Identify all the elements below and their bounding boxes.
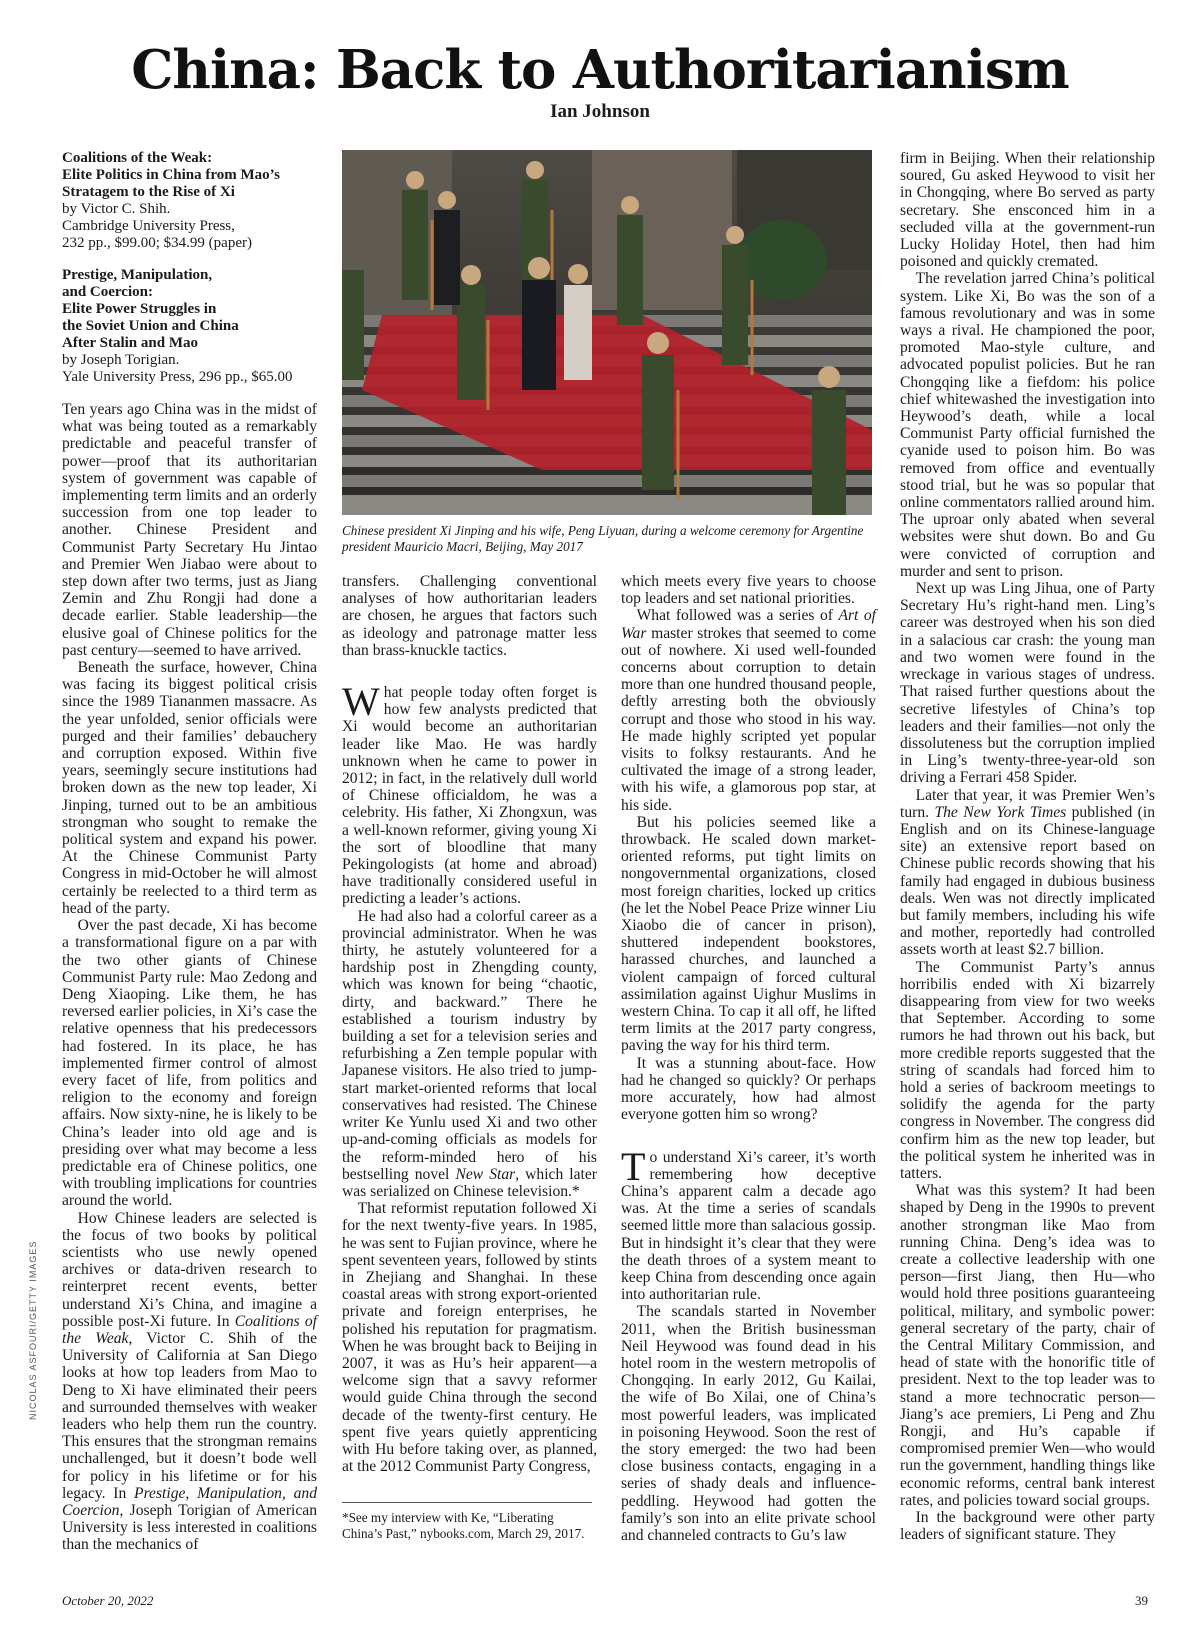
book-title-line: Elite Power Struggles in: [62, 301, 217, 317]
book-title-line: and Coercion:: [62, 284, 153, 300]
book-info-2: [62, 267, 317, 386]
text-run: , Victor C. Shih of the University of California at San Diego looks at how top leaders from Mao to Deng to Xi have eliminated their peers and surrounded themselves with weaker leaders who help them run the country. This ensures that the strongman remains unchallenged, but it doesn’t bode well for policy in his lifetime or for his legacy. In: [62, 1329, 317, 1502]
body-paragraph: What was this system? It had been shaped by Deng in the 1990s to prevent another strongman like Mao from running China. Deng’s idea was to create a collective leadership with one person—first Jiang, then Hu—who would hold three positions guaranteeing political, military, and symbolic power: general secretary of the party, chair of the Central Military Commission, and head of state with the honorific title of president. Next to the top leader was to stand a more technocratic person—Jiang’s ace premiers, Li Peng and Zhu Rongji, and Hu’s capable if compromised premier Wen—who would run the government, handling things like economic reforms, central bank interest rates, and policies toward social groups.: [900, 1182, 1155, 1509]
article-photo: [342, 150, 872, 515]
footnote: *See my interview with Ke, “Liberating China’s Past,” nybooks.com, March 29, 2017.: [342, 1510, 585, 1541]
book-title-italic: Coalitions of the Weak: [62, 1312, 317, 1347]
book-detail: by Victor C. Shih.: [62, 201, 171, 217]
book-detail: 232 pp., $99.00; $34.99 (paper): [62, 235, 252, 251]
text-run: o understand Xi’s career, it’s worth remembering how deceptive China’s apparent calm a decade ago was. At the time a series of scandals seemed little more than salacious gossip. But in hindsight it’s clear that they were the death throes of a system meant to keep China from descending once again into authoritarian rule.: [621, 1148, 876, 1304]
column-pillar: [592, 150, 732, 310]
text-run: hat people today often forget is how few analysts predicted that Xi would become an authoritarian leader like Mao. He was hardly unknown when he came to power in 2012; in fact, in the relatively dull world of Chinese officialdom, he was a celebrity. His father, Xi Zhongxun, was a well-known reformer, giving young Xi the sort of bloodline that many Pekingologists (at home and abroad) have traditionally considered useful in predicting a leader’s actions.: [342, 684, 597, 908]
body-paragraph: [342, 908, 597, 1200]
column-4: [900, 150, 1155, 1543]
body-paragraph: The scandals started in November 2011, when the British businessman Neil Heywood was found dead in his hotel room in the western metropolis of Chongqing. In early 2012, Gu Kailai, the wife of Bo Xilai, one of China’s most powerful leaders, was implicated in poisoning Heywood. Soon the rest of the story emerged: the two had been close business contacts, engaging in a series of shady deals and influence-peddling. Heywood had gotten the family’s son into an elite private school and channeled contracts to Gu’s law: [621, 1303, 876, 1544]
author-byline: Ian Johnson: [550, 101, 650, 122]
text-run: , Joseph Torigian of American University is less interested in coalitions than the mechanics of: [62, 1502, 317, 1554]
photo-credit: NICOLAS ASFOURI/GETTY IMAGES: [28, 1240, 38, 1420]
book-title-line: After Stalin and Mao: [62, 335, 198, 351]
issue-date: October 20, 2022: [62, 1593, 154, 1608]
text-run: , which later was serialized on Chinese television.*: [342, 1165, 597, 1200]
page-number: 39: [1135, 1593, 1148, 1608]
book-detail: Yale University Press, 296 pp., $65.00: [62, 369, 293, 385]
text-run: published (in English and on its Chinese-language site) an extensive report based on Chinese public records showing that his family had engaged in dubious business deals. Wen was not directly implicated but family members, including his wife and mother, reportedly had controlled assets worth at least $2.7 billion.: [900, 803, 1156, 959]
body-paragraph: [62, 1210, 317, 1554]
body-paragraph: firm in Beijing. When their relationship soured, Gu asked Heywood to visit her in Chongqing, where Bo served as party secretary. She ensconced him in a secluded villa at the government-run Lucky Holiday Hotel, then had him poisoned and quickly cremated.: [900, 150, 1155, 271]
body-paragraph: In the background were other party leaders of significant stature. They: [900, 1509, 1155, 1544]
footnote-divider: [342, 1502, 592, 1503]
book-title-line: Stratagem to the Rise of Xi: [62, 184, 235, 200]
official-figure: [434, 210, 460, 305]
book-title-italic: New Star: [455, 1165, 516, 1183]
book-title-line: the Soviet Union and China: [62, 318, 239, 334]
book-detail: Cambridge University Press,: [62, 218, 235, 234]
column-1: [62, 150, 317, 1554]
body-paragraph: Ten years ago China was in the midst of what was being touted as a remarkably predictable and peaceful transfer of power—proof that its authoritarian system of government was capable of implementing term limits and an orderly succession from one top leader to another. Chinese President and Communist Party Secretary Hu Jintao and Premier Wen Jiabao were about to step down after two terms, just as Jiang Zemin and Zhu Rongji had done a decade earlier. Stable leadership—the elusive goal of Chinese politics for the past century—seemed to have arrived.: [62, 401, 317, 659]
body-paragraph: But his policies seemed like a throwback. He scaled down market-oriented reforms, put tight limits on nongovernmental organizations, closed most foreign charities, locked up critics (he let the Nobel Peace Prize winner Liu Xiaobo die of cancer in prison), shuttered independent bookstores, harassed churches, and launched a violent campaign of forced cultural assimilation against Uighur Muslims in western China. To cap it all off, he lifted term limits at the 2017 party congress, paving the way for his third term.: [621, 813, 876, 1055]
body-paragraph: Next up was Ling Jihua, one of Party Secretary Hu’s right-hand men. Ling’s career was destroyed when his son died in a salacious car crash: the young man and two women were found in the wreckage in various stages of undress. That raised further questions about the secretive lifestyles of China’s top leaders and their families—not only the dissoluteness but the corruption implied in Ling’s twenty-three-year-old son driving a Ferrari 458 Spider.: [900, 580, 1155, 787]
publication-italic: The New York Times: [934, 803, 1067, 821]
body-paragraph: That reformist reputation followed Xi for the next twenty-five years. In 1985, he was sent to Fujian province, where he spent seventeen years, followed by stints in Zhejiang and Shanghai. In these coastal areas with strong export-oriented private and foreign enterprises, he polished his reputation for pragmatism. When he was brought back to Beijing in 2007, it was as Hu’s heir apparent—a welcome sign that a savvy reformer would guide China through the second decade of the twenty-first century. He spent five years quietly apprenticing with Hu before taking over, as planned, at the 2012 Communist Party Congress,: [342, 1200, 597, 1476]
body-paragraph: which meets every five years to choose top leaders and set national priorities.: [621, 573, 876, 608]
text-run: How Chinese leaders are selected is the focus of two books by political scientists who use newly opened archives or data-driven research to reinterpret recent events, better understand Xi’s China, and imagine a possible post-Xi future. In: [62, 1209, 317, 1330]
book-title-line: Coalitions of the Weak:: [62, 150, 213, 166]
drop-cap: T: [621, 1143, 646, 1189]
book-title-line: Elite Politics in China from Mao’s: [62, 167, 280, 183]
body-paragraph: [621, 1143, 876, 1304]
text-run: What followed was a series of: [636, 607, 839, 625]
book-title-line: Prestige, Manipulation,: [62, 267, 213, 283]
body-paragraph: [621, 607, 876, 813]
text-run: Later that year, it was Premier Wen’s turn.: [900, 786, 1155, 821]
book-title-italic: Prestige, Manipulation, and Coercion: [62, 1484, 317, 1519]
book-title-italic: Art of War: [621, 607, 876, 642]
column-3: [621, 573, 876, 1544]
body-paragraph: The revelation jarred China’s political system. Like Xi, Bo was the son of a famous revolutionary and was in some ways a rival. He championed the poor, promoted Mao-style culture, and advocated populist policies. But he ran Chongqing like a fiefdom: his police chief whitewashed the investigation into Heywood’s death, while a local Communist Party official furnished the cyanide used to poison him. Bo was removed from office and eventually stood trial, but he was so popular that online commentators rallied around him. The uproar only abated when several websites were shut down. Bo and Gu were convicted of corruption and murder and sent to prison.: [900, 270, 1155, 580]
text-run: He had also had a colorful career as a provincial administrator. When he was thirty, he astutely volunteered for a hardship post in Zhengding county, which was known for being “chaotic, dirty, and backward.” There he established a tourism industry by building a set for a television series and refurbishing a Zen temple popular with Japanese visitors. He also tried to jump-start market-oriented reforms that local conservatives had resisted. The Chinese writer Ke Yunlu used Xi and two other up-and-coming officials as models for the reform-minded hero of his bestselling novel: [342, 907, 597, 1183]
text-run: master strokes that seemed to come out of nowhere. Xi used well-founded concerns about corruption to detain more than one hundred thousand people, deftly arresting both the obviously corrupt and those who stood in his way. He made highly scripted yet popular visits to folksy restaurants. And he cultivated the image of a strong leader, with his wife, a glamorous pop star, at his side.: [621, 624, 876, 814]
ceremony-photo-illustration: [342, 150, 872, 515]
body-paragraph: Over the past decade, Xi has become a transformational figure on a par with the two other giants of Chinese Communist Party rule: Mao Zedong and Deng Xiaoping. Like them, he has reversed earlier policies, in Xi’s case the relative openness that his predecessors had fostered. In its place, he has implemented firmer control of almost every facet of life, from politics and religion to the economy and foreign affairs. Now sixty-nine, he is likely to be China’s leader into old age and is presiding over what may become a less predictable era of Chinese politics, one with troubling implications for countries around the world.: [62, 917, 317, 1210]
book-detail: by Joseph Torigian.: [62, 352, 180, 368]
column-2: [342, 573, 597, 1475]
book-info-1: [62, 150, 317, 252]
photo-caption: Chinese president Xi Jinping and his wife, Peng Liyuan, during a welcome ceremony for Argentine president Mauricio Macri, Beijing, May 2017: [342, 523, 864, 554]
body-paragraph: [342, 679, 597, 908]
xi-jinping-figure: [522, 280, 556, 390]
peng-liyuan-figure: [564, 285, 592, 380]
body-paragraph: [900, 787, 1155, 959]
drop-cap: W: [342, 679, 380, 725]
body-paragraph: transfers. Challenging conventional analyses of how authoritarian leaders are chosen, he argues that factors such as ideology and patronage matter less than brass-knuckle tactics.: [342, 573, 597, 659]
article-headline: China: Back to Authoritarianism: [131, 39, 1069, 101]
body-paragraph: The Communist Party’s annus horribilis ended with Xi bizarrely disappearing from view for two weeks that September. According to some rumors he had thrown out his back, but more credible reports suggested that the string of scandals had forced him to hold a series of backroom meetings to solidify the agenda for the party congress in November. The congress did confirm him as the new top leader, but the political system he inherited was in tatters.: [900, 958, 1155, 1182]
body-paragraph: It was a stunning about-face. How had he changed so quickly? Or perhaps more accurately, how had almost everyone gotten him so wrong?: [621, 1054, 876, 1124]
body-paragraph: Beneath the surface, however, China was facing its biggest political crisis since the 1989 Tiananmen massacre. As the year unfolded, senior officials were purged and their families’ debauchery and corruption exposed. Within five years, seemingly secure institutions had broken down as the new top leader, Xi Jinping, turned out to be an ambitious strongman who sought to remake the political system and expand his power. At the Chinese Communist Party Congress in mid-October he will almost certainly be reelected to a third term as head of the party.: [62, 659, 317, 917]
